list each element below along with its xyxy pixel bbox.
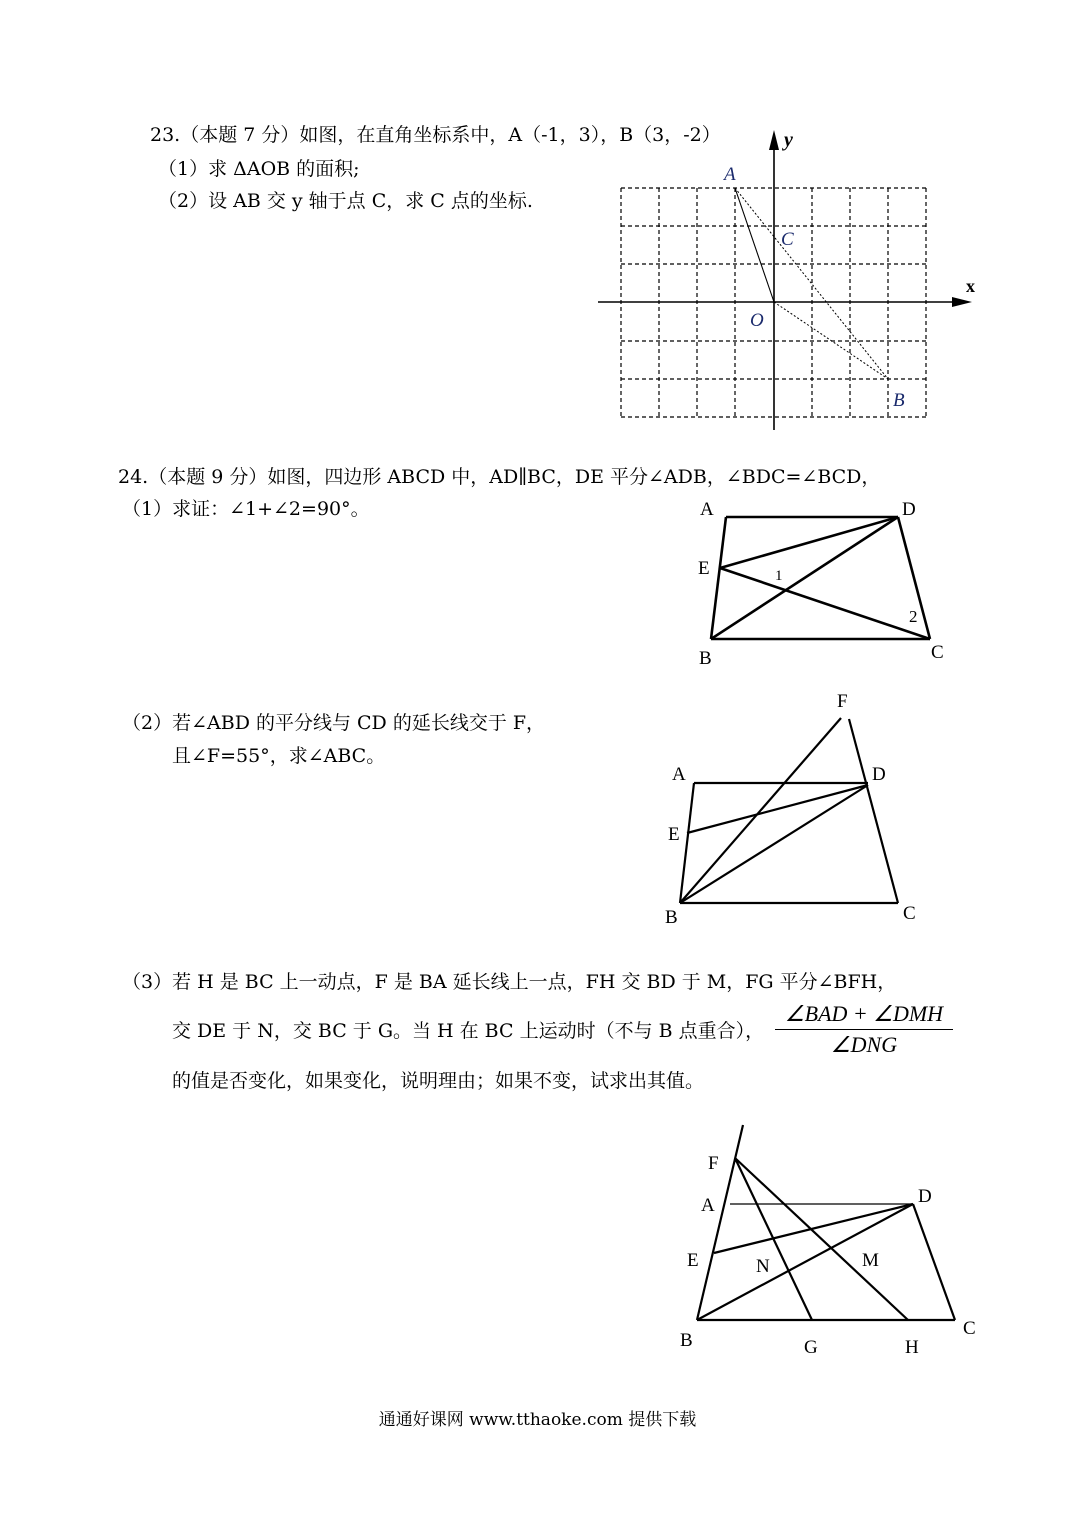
q24-title: 24.（本题 9 分）如图，四边形 ABCD 中，AD∥BC，DE 平分∠ADB，∠BDC=∠BCD，: [118, 466, 881, 488]
q24-figure-2: [660, 685, 930, 930]
fig3-label-A: A: [701, 1195, 715, 1216]
fig1-label-A: A: [700, 499, 714, 520]
q23-coordinate-figure: [590, 120, 990, 440]
segment-AO: [735, 188, 774, 302]
angle-ratio-fraction: [775, 1001, 953, 1058]
q24-part3-line2: 交 DE 于 N，交 BC 于 G。当 H 在 BC 上运动时（不与 B 点重合），: [172, 1020, 765, 1042]
q23-title: 23.（本题 7 分）如图，在直角坐标系中，A（-1，3），B（3，-2）: [150, 124, 721, 146]
fig3-label-M: M: [862, 1250, 879, 1271]
q24-part3-line1: （3）若 H 是 BC 上一动点，F 是 BA 延长线上一点，FH 交 BD 于 M，FG 平分∠BFH，: [122, 971, 897, 993]
fig1-label-1: 1: [775, 568, 783, 584]
fig1-label-2: 2: [909, 607, 918, 626]
label-A: A: [724, 164, 736, 185]
fig1-label-D: D: [902, 499, 916, 520]
fig2-label-B: B: [665, 907, 678, 928]
fig3-label-D: D: [918, 1186, 932, 1207]
label-x: x: [966, 276, 975, 296]
label-y: y: [784, 129, 793, 151]
q24-part1: （1）求证：∠1+∠2=90°。: [122, 498, 370, 520]
fraction-numerator: ∠BAD + ∠DMH: [784, 1001, 944, 1026]
fig3-label-B: B: [680, 1330, 693, 1351]
label-C: C: [781, 229, 794, 250]
fig3-label-E: E: [687, 1250, 699, 1271]
q23-part2: （2）设 AB 交 y 轴于点 C，求 C 点的坐标.: [158, 190, 533, 212]
fig3-label-N: N: [756, 1256, 770, 1277]
fig2-label-C: C: [903, 903, 916, 924]
q24-part3-line3: 的值是否变化，如果变化，说明理由；如果不变，试求出其值。: [172, 1070, 705, 1092]
fig1-label-E: E: [698, 558, 710, 579]
fig1-label-C: C: [931, 642, 944, 663]
fig3-label-G: G: [804, 1337, 818, 1358]
fig2-label-F: F: [837, 691, 848, 712]
q24-part2-line2: 且∠F=55°，求∠ABC。: [172, 745, 386, 767]
fraction-bar: [775, 1029, 953, 1030]
footer-source: 通通好课网 www.tthaoke.com 提供下载: [378, 1410, 697, 1430]
q24-part2-line1: （2）若∠ABD 的平分线与 CD 的延长线交于 F，: [122, 712, 546, 734]
q23-part1: （1）求 ΔAOB 的面积;: [158, 158, 360, 180]
q24-figure-3: [670, 1120, 990, 1365]
fig3-label-C: C: [963, 1318, 976, 1339]
y-axis-arrow-icon: [769, 130, 779, 150]
x-axis-arrow-icon: [952, 297, 972, 307]
label-B: B: [893, 390, 905, 411]
fig2-label-E: E: [668, 824, 680, 845]
fig2-label-D: D: [872, 764, 886, 785]
fig1-label-B: B: [699, 648, 712, 669]
label-O: O: [750, 310, 764, 331]
fig2-label-A: A: [672, 764, 686, 785]
fraction-denominator: ∠DNG: [830, 1032, 898, 1057]
fig3-label-H: H: [905, 1337, 919, 1358]
fig3-label-F: F: [708, 1153, 719, 1174]
q24-figure-1: [690, 495, 960, 675]
